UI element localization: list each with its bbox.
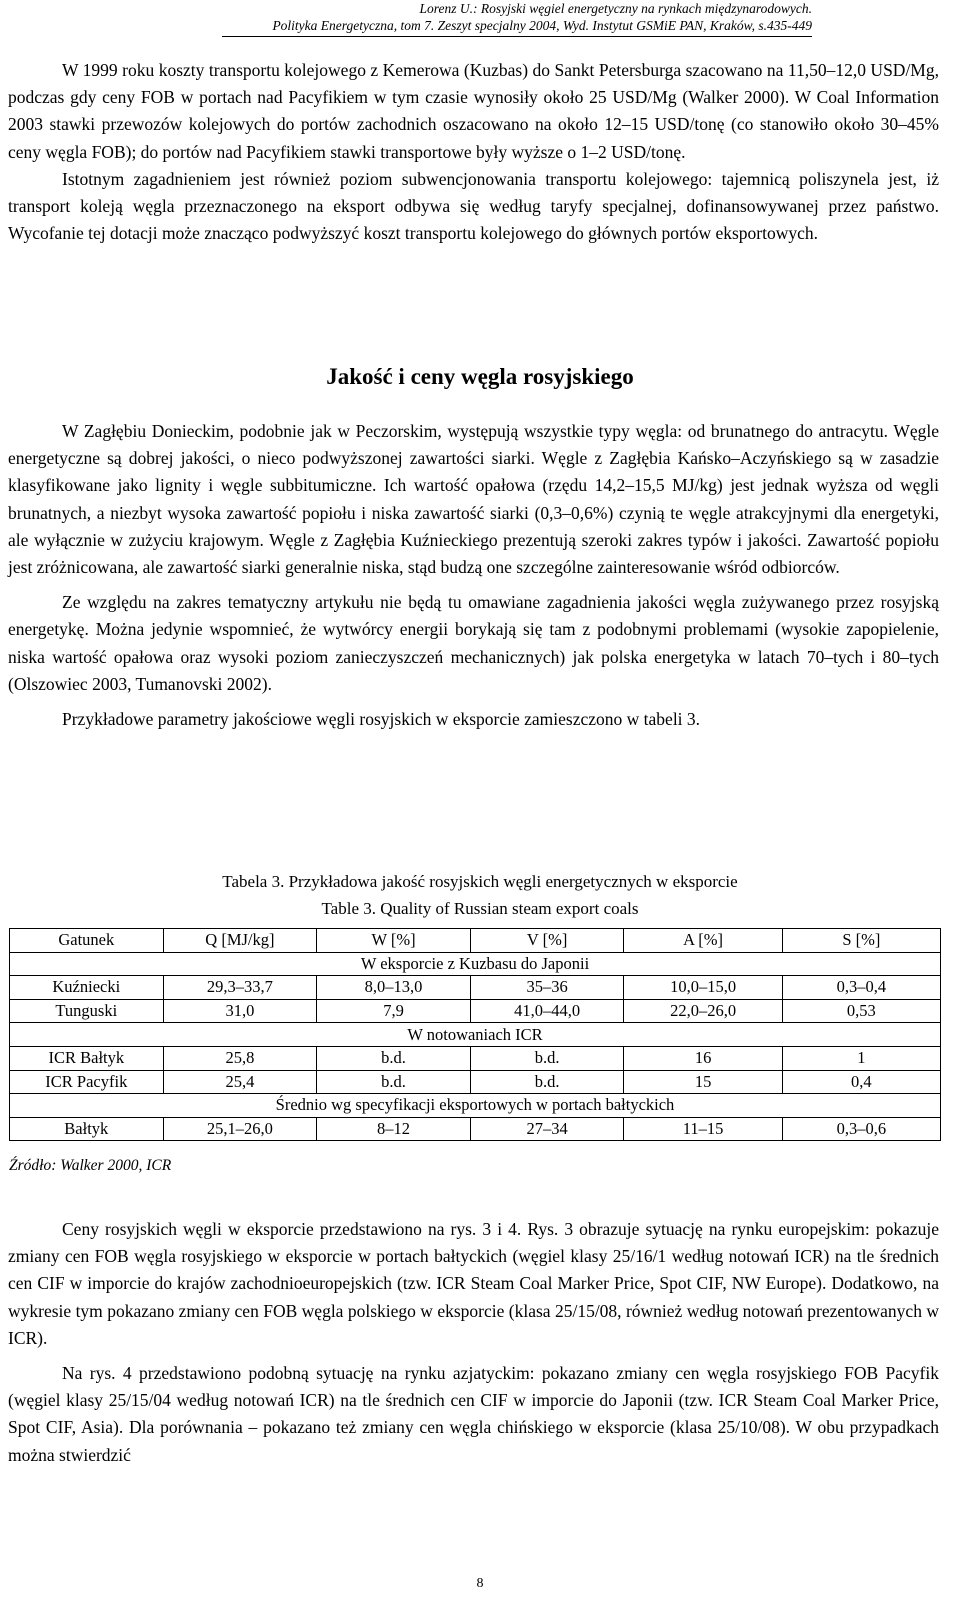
- cell: 8–12: [317, 1117, 471, 1141]
- header-cell: Q [MJ/kg]: [163, 929, 317, 953]
- paragraph: Ze względu na zakres tematyczny artykułu nie będą tu omawiane zagadnienia jakości węgla zużywanego przez rosyjską energetykę. Można jedynie wspomnieć, że wytwórcy energii borykają się tam z podobnymi problemami (wysokie zapopielenie, niska wartość opałowa oraz wysoki poziom zanieczyszczeń mechanicznych) jak polska energetyka w latach 70–tych i 80–tych (Olszowiec 2003, Tumanovski 2002).: [8, 592, 939, 694]
- paragraph: W Zagłębiu Donieckim, podobnie jak w Peczorskim, występują wszystkie typy węgla: od brunatnego do antracytu. Węgle energetyczne są dobrej jakości, o nieco podwyższonej zawartości siarki. Węgle z Zagłębia Kańsko–Aczyńskiego są w zasadzie klasyfikowane jako lignity i węgle subbitumiczne. Ich wartość opałowa (rzędu 14,2–15,5 MJ/kg) jest jednak wyższa od węgli brunatnych, a niezbyt wysoka zawartość popiołu i niska zawartość siarki (0,3–0,6%) czynią te węgle atrakcyjnymi dla energetyki, ale wyłącznie w zużyciu krajowym. Węgle z Zagłębia Kuźnieckiego prezentują szeroki zakres typów i jakości. Zawartość popiołu jest zróżnicowana, ale zawartość siarki generalnie niska, stąd budzą one szczególne zainteresowanie wśród odbiorców.: [8, 421, 939, 578]
- cell: b.d.: [317, 1046, 471, 1070]
- paragraph: Istotnym zagadnieniem jest również poziom subwencjonowania transportu kolejowego: tajemnicą poliszynela jest, iż transport koleją węgla przeznaczonego na eksport odbywa się według taryfy specjalnej, dofinansowywanej przez państwo. Wycofanie tej dotacji może znacząco podwyższyć koszt transportu kolejowego do głównych portów eksportowych.: [8, 168, 939, 244]
- cell: 16: [624, 1046, 782, 1070]
- cell: 31,0: [163, 999, 317, 1023]
- table-row: [10, 999, 941, 1023]
- cell: Kuźniecki: [10, 976, 164, 1000]
- section-title: Jakość i ceny węgla rosyjskiego: [326, 364, 634, 389]
- cell: 25,4: [163, 1070, 317, 1094]
- running-header-line-1: Lorenz U.: Rosyjski węgiel energetyczny na rynkach międzynarodowych.: [419, 1, 812, 16]
- paragraph: Przykładowe parametry jakościowe węgli rosyjskich w eksporcie zamieszczono w tabeli 3.: [62, 709, 701, 730]
- header-cell: A [%]: [624, 929, 782, 953]
- cell: 27–34: [470, 1117, 624, 1141]
- group-row: [10, 952, 941, 976]
- cell: 10,0–15,0: [624, 976, 782, 1000]
- header-rule: [222, 36, 812, 37]
- cell: 15: [624, 1070, 782, 1094]
- cell: Bałtyk: [10, 1117, 164, 1141]
- header-cell: Gatunek: [10, 929, 164, 953]
- cell: ICR Pacyfik: [10, 1070, 164, 1094]
- cell: b.d.: [470, 1046, 624, 1070]
- cell: 25,8: [163, 1046, 317, 1070]
- group-title: W notowaniach ICR: [10, 1023, 941, 1047]
- cell: Tunguski: [10, 999, 164, 1023]
- cell: 7,9: [317, 999, 471, 1023]
- header-cell: S [%]: [782, 929, 940, 953]
- group-title: Średnio wg specyfikacji eksportowych w portach bałtyckich: [10, 1094, 941, 1118]
- body-block-1: [8, 57, 939, 247]
- cell: b.d.: [470, 1070, 624, 1094]
- cell: 22,0–26,0: [624, 999, 782, 1023]
- cell: 41,0–44,0: [470, 999, 624, 1023]
- cell: 0,3–0,6: [782, 1117, 940, 1141]
- running-header-line-2: Polityka Energetyczna, tom 7. Zeszyt specjalny 2004, Wyd. Instytut GSMiE PAN, Kraków, s.435-449: [272, 18, 812, 33]
- cell: 0,53: [782, 999, 940, 1023]
- cell: 1: [782, 1046, 940, 1070]
- cell: 0,3–0,4: [782, 976, 940, 1000]
- paragraph: Na rys. 4 przedstawiono podobną sytuację na rynku azjatyckim: pokazano zmiany cen węgla rosyjskiego FOB Pacyfik (węgiel klasy 25/15/04 według notowań ICR) na tle średnich cen CIF w imporcie do Japonii (tzw. ICR Steam Coal Marker Price, Spot CIF, Asia). Dla porównania – pokazano też zmiany cen węgla chińskiego w eksporcie (klasa 25/10/08). W obu przypadkach można stwierdzić: [8, 1363, 939, 1465]
- group-row: [10, 1094, 941, 1118]
- header-cell: V [%]: [470, 929, 624, 953]
- cell: 35–36: [470, 976, 624, 1000]
- table-row: [10, 976, 941, 1000]
- quality-table: [9, 928, 941, 1141]
- cell: 8,0–13,0: [317, 976, 471, 1000]
- cell: 11–15: [624, 1117, 782, 1141]
- cell: 25,1–26,0: [163, 1117, 317, 1141]
- paragraph: W 1999 roku koszty transportu kolejowego z Kemerowa (Kuzbas) do Sankt Petersburga szacowano na 11,50–12,0 USD/Mg, podczas gdy ceny FOB w portach nad Pacyfikiem w tym czasie wynosiły około 25 USD/Mg (Walker 2000). W Coal Information 2003 stawki przewozów kolejowych do portów zachodnich oszacowano na około 12–15 USD/tonę (co stanowiło około 30–45% ceny węgla FOB); do portów nad Pacyfikiem stawki transportowe były wyższe o 1–2 USD/tonę.: [8, 60, 939, 162]
- body-block-2: [8, 418, 939, 733]
- table-row: [10, 1117, 941, 1141]
- table-row: [10, 1070, 941, 1094]
- table-caption-pl: Tabela 3. Przykładowa jakość rosyjskich węgli energetycznych w eksporcie: [222, 872, 738, 891]
- table-caption-en: Table 3. Quality of Russian steam export coals: [321, 899, 639, 918]
- header-cell: W [%]: [317, 929, 471, 953]
- group-row: [10, 1023, 941, 1047]
- table-header-row: [10, 929, 941, 953]
- running-header: [112, 0, 812, 37]
- cell: 0,4: [782, 1070, 940, 1094]
- cell: 29,3–33,7: [163, 976, 317, 1000]
- page-number: 8: [476, 1576, 484, 1591]
- table-row: [10, 1046, 941, 1070]
- body-block-3: [8, 1216, 939, 1469]
- group-title: W eksporcie z Kuzbasu do Japonii: [10, 952, 941, 976]
- cell: b.d.: [317, 1070, 471, 1094]
- table-source: Źródło: Walker 2000, ICR: [9, 1157, 172, 1174]
- cell: ICR Bałtyk: [10, 1046, 164, 1070]
- paragraph: Ceny rosyjskich węgli w eksporcie przedstawiono na rys. 3 i 4. Rys. 3 obrazuje sytuację na rynku europejskim: pokazuje zmiany cen FOB węgla rosyjskiego w eksporcie w portach bałtyckich (węgiel klasy 25/16/1 według notowań ICR) na tle średnich cen CIF w imporcie do krajów zachodnioeuropejskich (tzw. ICR Steam Coal Marker Price, Spot CIF, NW Europe). Dodatkowo, na wykresie tym pokazano zmiany cen FOB węgla polskiego w eksporcie (klasa 25/15/08, również według notowań prezentowanych w ICR).: [8, 1219, 939, 1348]
